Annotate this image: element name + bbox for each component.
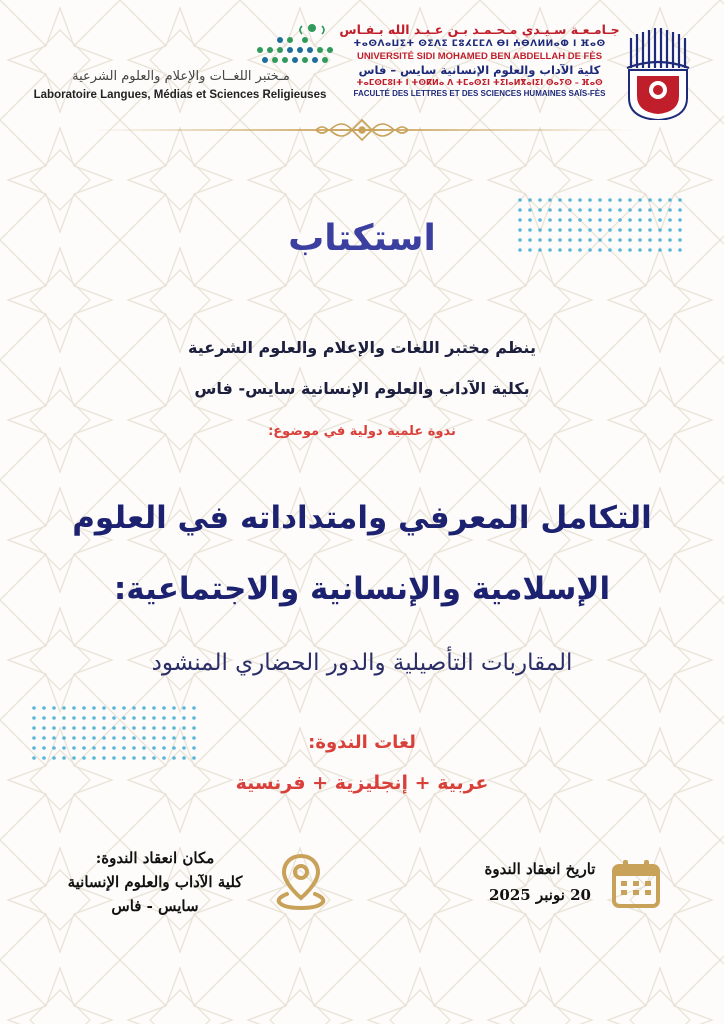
decor-dot (152, 726, 156, 730)
decor-dot (182, 756, 186, 760)
decor-dot (578, 208, 582, 212)
decor-dot (172, 756, 176, 760)
decor-dot (558, 208, 562, 212)
decor-dot (548, 198, 552, 202)
lab-name-fr: Laboratoire Langues, Médias et Sciences Religieuses (33, 89, 327, 101)
decor-dot (102, 716, 106, 720)
decor-dot (52, 716, 56, 720)
decor-dot (62, 726, 66, 730)
lab-logo-dots-icon (250, 20, 340, 68)
decor-dot (668, 208, 672, 212)
university-name-tifinagh: ⵜⴰⵙⴷⴰⵡⵉⵜ ⵙⵉⴷⵉ ⵎⵓⵃⵎⵎⴷ ⴱⵏ ⵄⴱⴷⵍⵍⴰⵀ ⵏ ⴼⴰⵙ (353, 39, 606, 49)
decor-dot (42, 726, 46, 730)
faculty-name-tifinagh: ⵜⴰⵎⵙⵎⵓⵏⵜ ⵏ ⵜⵙⴽⵍⴰ ⴷ ⵜⵎⴰⵙⵉⵏ ⵜⵉⵏⴰⵍⴳⴰⵏⵉⵏ ⵙⴰⵢⵙ – ⴼⴰⵙ (356, 78, 603, 87)
decor-dot (92, 756, 96, 760)
decor-dot (102, 756, 106, 760)
date-value: 20 نونبر 2025 (489, 886, 591, 904)
decor-dot (82, 756, 86, 760)
decor-dot (658, 198, 662, 202)
decor-dot (548, 208, 552, 212)
decor-dot (608, 208, 612, 212)
decor-dot (608, 198, 612, 202)
decor-dot (102, 726, 106, 730)
decor-dot (122, 706, 126, 710)
decor-dot (152, 706, 156, 710)
decor-dot (618, 208, 622, 212)
venue-label: مكان انعقاد الندوة: (95, 849, 215, 867)
decor-dot (142, 726, 146, 730)
university-header (338, 22, 621, 98)
decor-dot (32, 726, 36, 730)
decor-dot (42, 756, 46, 760)
decor-dot (172, 716, 176, 720)
decor-dot (152, 716, 156, 720)
decor-dot (72, 756, 76, 760)
decor-dot (112, 716, 116, 720)
decor-dot (638, 208, 642, 212)
symposium-subtitle: المقاربات التأصيلية والدور الحضاري المنشود (151, 650, 573, 676)
symposium-title-line-2: الإسلامية والإنسانية والاجتماعية: (113, 571, 611, 607)
decor-dot (92, 706, 96, 710)
decor-dot (62, 706, 66, 710)
decor-dot (72, 716, 76, 720)
decor-dot (42, 716, 46, 720)
decor-dot (558, 198, 562, 202)
languages-value: عربية + إنجليزية + فرنسية (235, 772, 489, 794)
decor-dot (162, 756, 166, 760)
decor-dot (112, 726, 116, 730)
decor-dot (518, 198, 522, 202)
decor-dot (72, 706, 76, 710)
decor-dot (628, 198, 632, 202)
decor-dot (648, 208, 652, 212)
university-name-fr: UNIVERSITÉ SIDI MOHAMED BEN ABDELLAH DE FÈS (356, 51, 603, 62)
date-label: تاريخ انعقاد الندوة (484, 860, 596, 878)
intro-line-2: بكلية الآداب والعلوم الإنسانية سايس- فاس (194, 379, 530, 398)
decor-dot (122, 756, 126, 760)
decor-dot (648, 198, 652, 202)
decor-dot (132, 726, 136, 730)
decor-dot (172, 706, 176, 710)
decor-dot (52, 756, 56, 760)
gold-ornament-divider (30, 118, 694, 142)
decor-dot (538, 198, 542, 202)
intro-line-1: ينظم مختبر اللغات والإعلام والعلوم الشرعية (188, 338, 536, 357)
faculty-name-ar: كلية الآداب والعلوم الإنسانية سايس – فاس (358, 63, 601, 77)
decor-dot (62, 716, 66, 720)
decor-dot (82, 706, 86, 710)
decor-dot (638, 198, 642, 202)
decor-dot (628, 208, 632, 212)
decor-dot (192, 716, 196, 720)
decor-dot (122, 716, 126, 720)
decor-dot (42, 706, 46, 710)
decor-dot (678, 198, 682, 202)
decor-dot (578, 198, 582, 202)
venue-line-1: كلية الآداب والعلوم الإنسانية (67, 873, 243, 891)
decor-dot (668, 198, 672, 202)
decor-dot (162, 706, 166, 710)
university-name-ar: جـامـعـة سـيـدي مـحـمـد بـن عـبـد الله بـفـاس (339, 22, 620, 37)
decor-dot (132, 756, 136, 760)
intro-line-3: ندوة علمية دولية في موضوع: (268, 424, 456, 439)
location-pin-icon (273, 850, 329, 910)
decor-dot (82, 716, 86, 720)
decor-dot (528, 198, 532, 202)
venue-block (40, 846, 270, 918)
venue-line-2: سايس - فاس (111, 897, 199, 915)
decor-dot (192, 706, 196, 710)
decor-dot (52, 726, 56, 730)
decor-dot (538, 208, 542, 212)
decor-dot (588, 198, 592, 202)
decor-dot (82, 726, 86, 730)
date-block (470, 856, 610, 908)
decor-dot (528, 208, 532, 212)
decor-dot (182, 716, 186, 720)
decor-dot (162, 716, 166, 720)
decor-dot (142, 716, 146, 720)
decor-dot (152, 756, 156, 760)
university-emblem-icon (623, 28, 693, 120)
decor-dot (518, 208, 522, 212)
faculty-name-fr: FACULTÉ DES LETTRES ET DES SCIENCES HUMAINES SAÏS-FÈS (353, 89, 606, 98)
decor-dot (32, 706, 36, 710)
page-title: استكتاب (288, 218, 436, 259)
decor-dot (182, 706, 186, 710)
decor-dot (162, 726, 166, 730)
decor-dot (172, 726, 176, 730)
decor-dot (112, 706, 116, 710)
decor-dot (142, 706, 146, 710)
decor-dot (598, 208, 602, 212)
decor-dot (92, 726, 96, 730)
decor-dot (72, 726, 76, 730)
decor-dot (618, 198, 622, 202)
decor-dot (52, 706, 56, 710)
decor-dot (142, 756, 146, 760)
lab-name-ar: مـختبر اللغــات والإعلام والعلوم الشرعية (72, 69, 290, 84)
decor-dot (62, 756, 66, 760)
decor-dot (32, 756, 36, 760)
decor-dot (112, 756, 116, 760)
decor-dot (132, 716, 136, 720)
decor-dot (182, 726, 186, 730)
decor-dot (102, 706, 106, 710)
decor-dot (678, 208, 682, 212)
decor-dot (192, 726, 196, 730)
languages-label: لغات الندوة: (308, 732, 416, 753)
decor-dot (568, 208, 572, 212)
decor-dot (32, 716, 36, 720)
calendar-icon (610, 858, 662, 910)
decor-dot (658, 208, 662, 212)
decor-dot (588, 208, 592, 212)
symposium-title-line-1: التكامل المعرفي وامتداداته في العلوم (72, 500, 652, 536)
decor-dot (122, 726, 126, 730)
decor-dot (598, 198, 602, 202)
decor-dot (568, 198, 572, 202)
decor-dot (92, 716, 96, 720)
decor-dot (132, 706, 136, 710)
decor-dot (192, 756, 196, 760)
